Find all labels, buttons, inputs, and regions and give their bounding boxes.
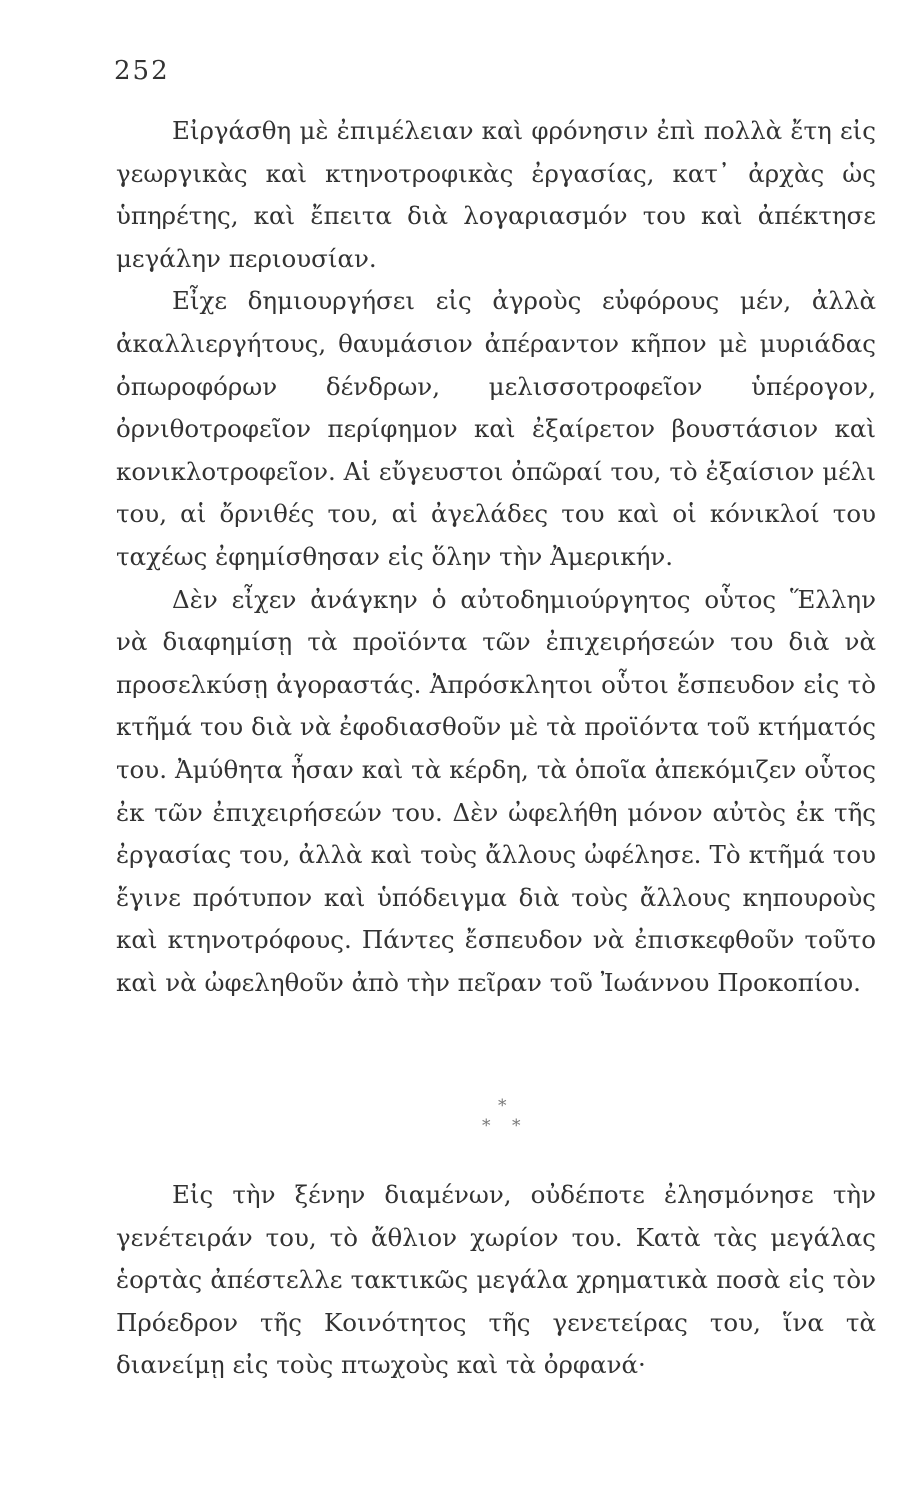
paragraph: Εἰργάσθη μὲ ἐπιμέλειαν καὶ φρόνησιν ἐπὶ πολλὰ ἔτη εἰς γεωργικὰς καὶ κτηνοτροφικὰς ἐργασίας, κατ᾽ ἀρχὰς ὡς ὑπηρέτης, καὶ ἔπειτα διὰ λογαριασμόν του καὶ ἀπέκτησε μεγάλην περιουσίαν. (116, 116, 876, 273)
text-section-2 (116, 1174, 876, 1387)
page-number: 252 (114, 56, 170, 86)
paragraph: Εἰς τὴν ξένην διαμένων, οὐδέποτε ἐλησμόνησε τὴν γενέτειράν του, τὸ ἄθλιον χωρίον του. Κατὰ τὰς μεγάλας ἑορτὰς ἀπέστελλε τακτικῶς μεγάλα χρηματικὰ ποσὰ εἰς τὸν Πρόεδρον τῆς Κοινότητος τῆς γενετείρας του, ἵνα τὰ διανείμῃ εἰς τοὺς πτωχοὺς καὶ τὰ ὀρφανά· (116, 1180, 876, 1380)
asterisk: * (512, 1116, 521, 1136)
section-divider-asterism (478, 1098, 538, 1142)
paragraph: Εἶχε δημιουργήσει εἰς ἀγροὺς εὐφόρους μέν, ἀλλὰ ἀκαλλιεργήτους, θαυμάσιον ἀπέραντον κῆπον μὲ μυριάδας ὀπωροφόρων δένδρων, μελισσοτροφεῖον ὑπέρογον, ὀρνιθοτροφεῖον περίφημον καὶ ἐξαίρετον βουστάσιον καὶ κονικλοτροφεῖον. Αἱ εὔγευστοι ὀπῶραί του, τὸ ἐξαίσιον μέλι του, αἱ ὄρνιθές του, αἱ ἀγελάδες του καὶ οἱ κόνικλοί του ταχέως ἐφημίσθησαν εἰς ὅλην τὴν Ἀμερικήν. (116, 286, 876, 571)
asterisk: * (498, 1096, 507, 1116)
asterisk: * (482, 1116, 491, 1136)
paragraph: Δὲν εἶχεν ἀνάγκην ὁ αὐτοδημιούργητος οὗτος Ἕλλην νὰ διαφημίσῃ τὰ προϊόντα τῶν ἐπιχειρήσεών του διὰ νὰ προσελκύσῃ ἀγοραστάς. Ἀπρόσκλητοι οὗτοι ἔσπευδον εἰς τὸ κτῆμά του διὰ νὰ ἐφοδιασθοῦν μὲ τὰ προϊόντα τοῦ κτήματός του. Ἀμύθητα ἦσαν καὶ τὰ κέρδη, τὰ ὁποῖα ἀπεκόμιζεν οὗτος ἐκ τῶν ἐπιχειρήσεών του. Δὲν ὠφελήθη μόνον αὐτὸς ἐκ τῆς ἐργασίας του, ἀλλὰ καὶ τοὺς ἄλλους ὠφέλησε. Τὸ κτῆμά του ἔγινε πρότυπον καὶ ὑπόδειγμα διὰ τοὺς ἄλλους κηπουροὺς καὶ κτηνοτρόφους. Πάντες ἔσπευδον νὰ ἐπισκεφθοῦν τοῦτο καὶ νὰ ὠφεληθοῦν ἀπὸ τὴν πεῖραν τοῦ Ἰωάννου Προκοπίου. (116, 584, 876, 997)
text-section-1 (116, 110, 876, 1004)
